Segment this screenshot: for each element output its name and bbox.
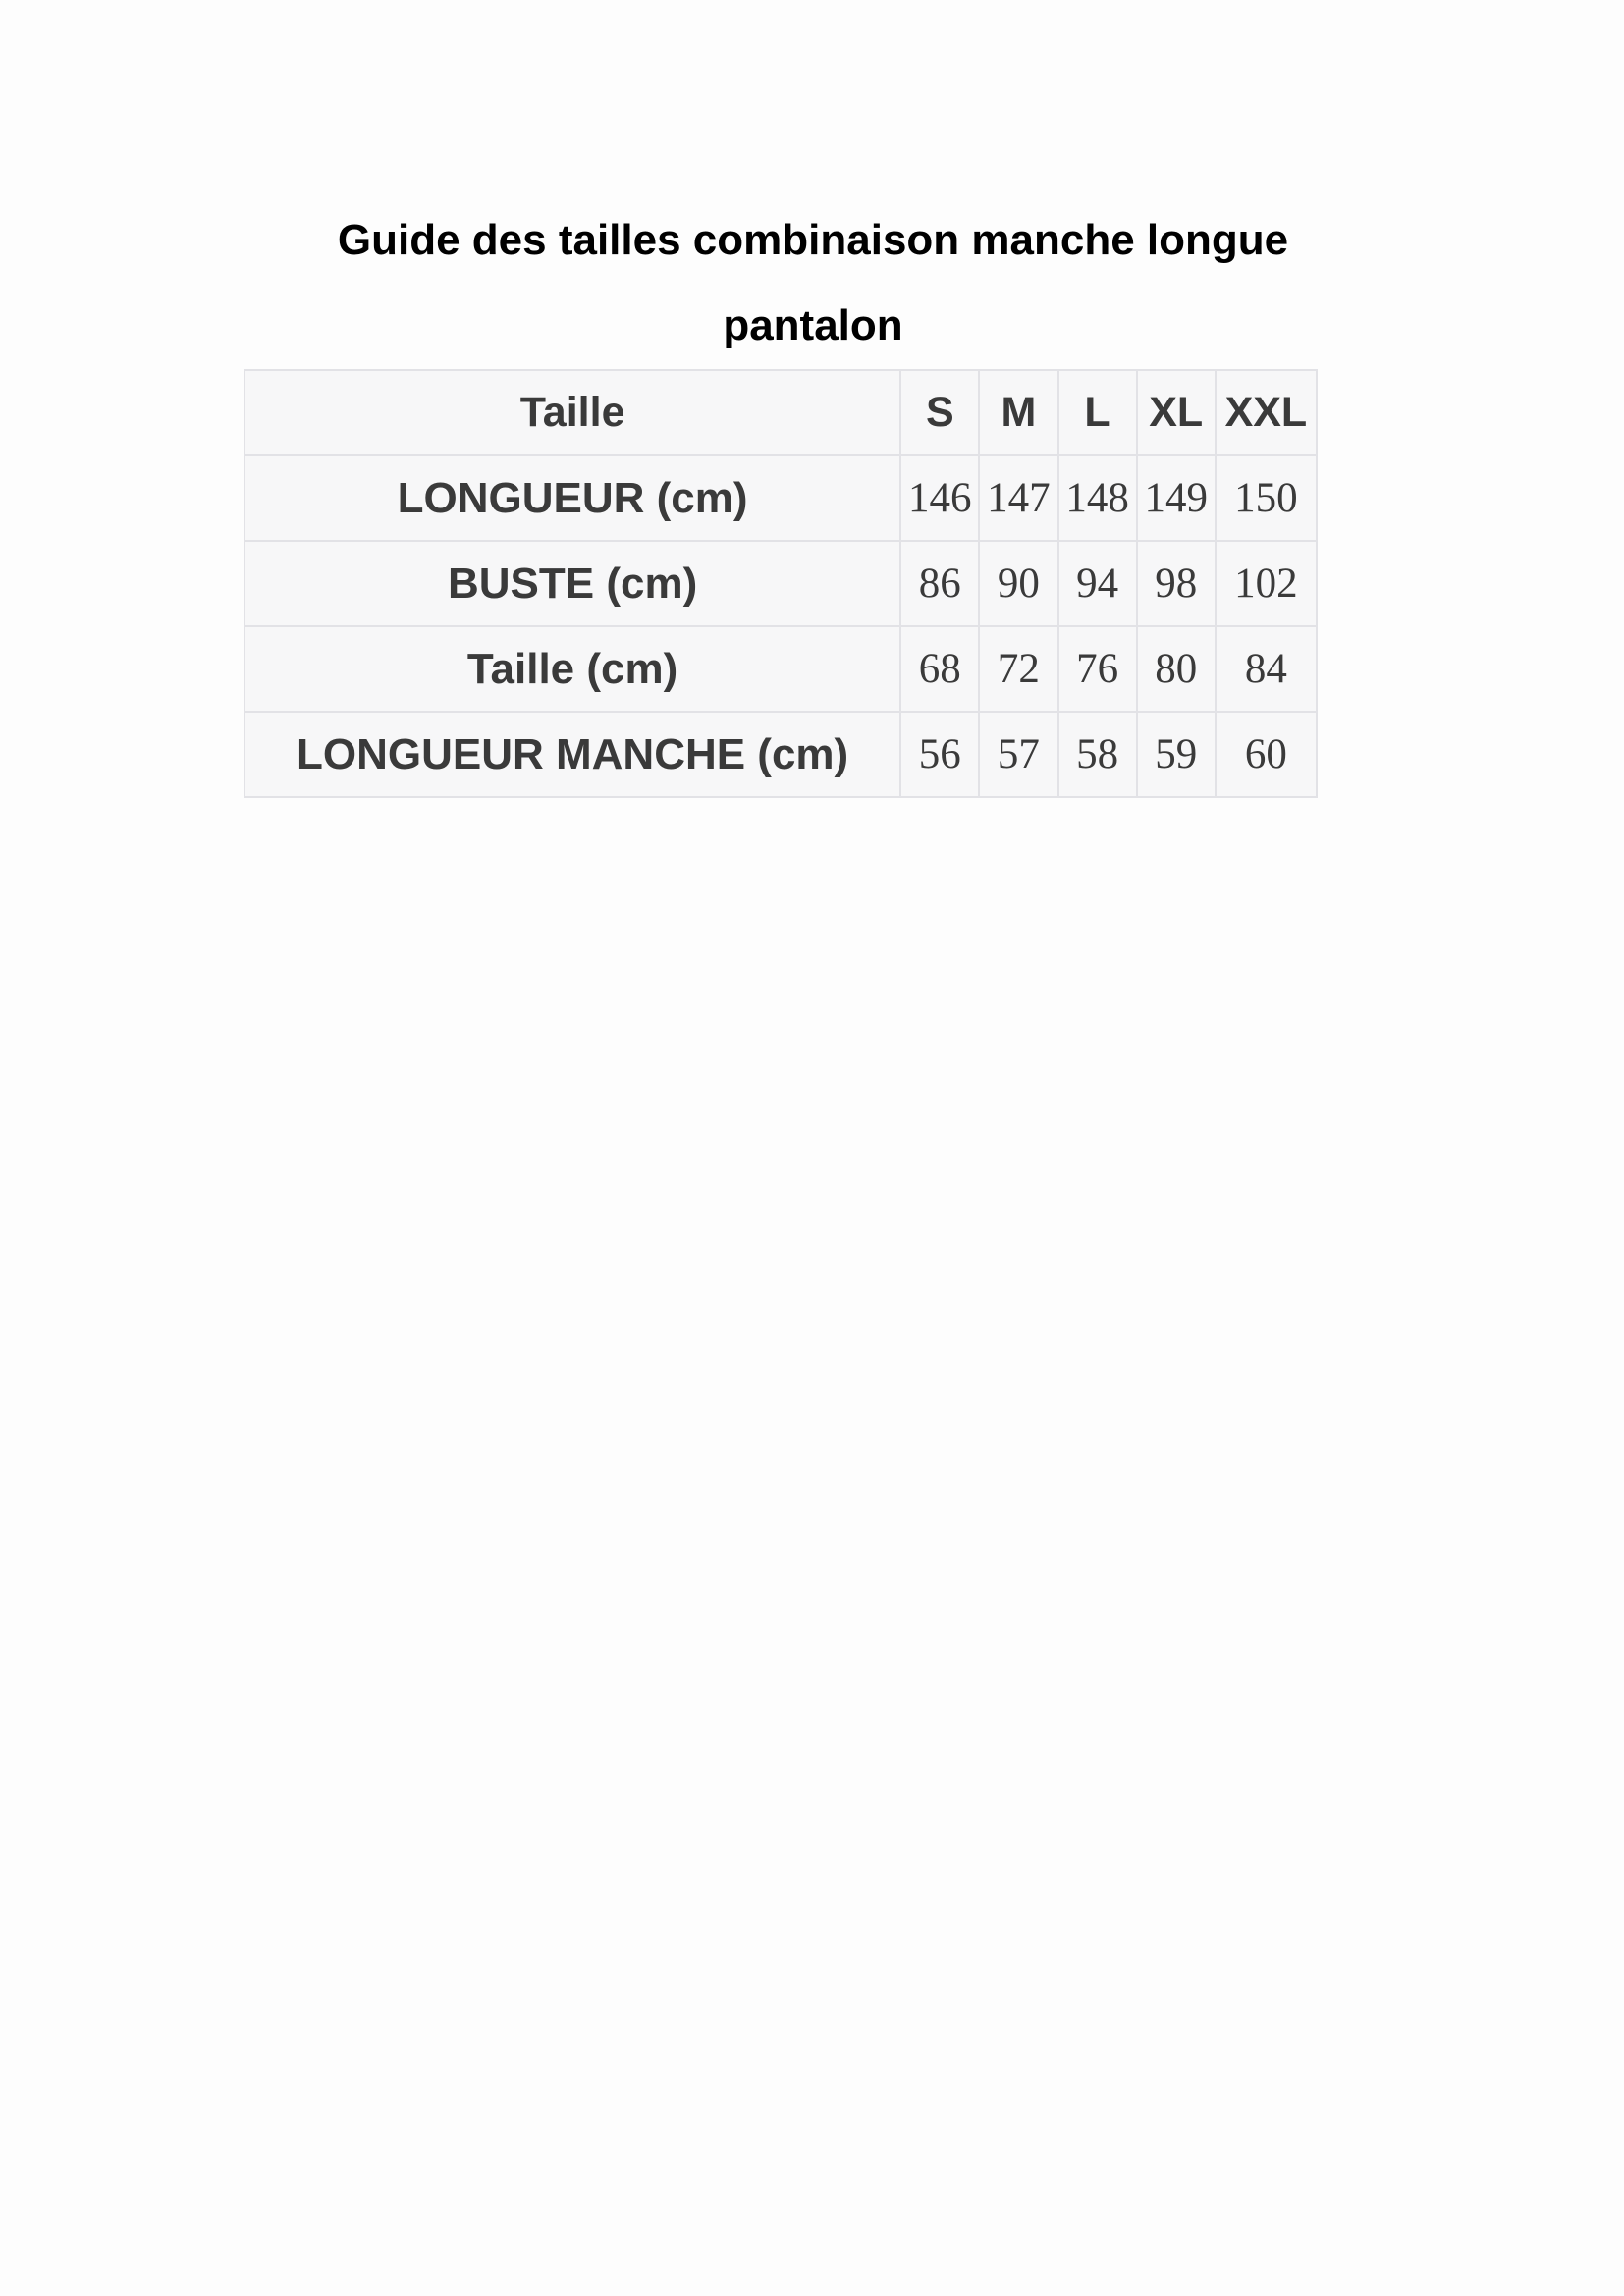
table-cell: 56 [900,712,979,797]
row-label-buste: BUSTE (cm) [244,541,900,626]
table-cell: 86 [900,541,979,626]
table-cell: 60 [1216,712,1317,797]
table-cell: 76 [1058,626,1137,712]
header-size-l: L [1058,370,1137,455]
table-cell: 57 [979,712,1057,797]
page-title-continued: pantalon [723,301,903,349]
row-label-longueur: LONGUEUR (cm) [244,455,900,541]
table-cell: 148 [1058,455,1137,541]
table-cell: 98 [1137,541,1216,626]
row-label-longueur-manche: LONGUEUR MANCHE (cm) [244,712,900,797]
table-cell: 90 [979,541,1057,626]
table-cell: 59 [1137,712,1216,797]
table-cell: 147 [979,455,1057,541]
table-cell: 146 [900,455,979,541]
table-cell: 68 [900,626,979,712]
table-cell: 102 [1216,541,1317,626]
size-guide-table [244,369,1318,798]
table-cell: 150 [1216,455,1317,541]
table-cell: 80 [1137,626,1216,712]
table-cell: 72 [979,626,1057,712]
table-cell: 94 [1058,541,1137,626]
table-row [244,626,1317,712]
table-row [244,455,1317,541]
header-size-m: M [979,370,1057,455]
header-size-s: S [900,370,979,455]
header-size-label: Taille [244,370,900,455]
table-row [244,541,1317,626]
table-cell: 58 [1058,712,1137,797]
table-row [244,712,1317,797]
header-size-xxl: XXL [1216,370,1317,455]
row-label-taille: Taille (cm) [244,626,900,712]
header-size-xl: XL [1137,370,1216,455]
table-cell: 84 [1216,626,1317,712]
table-cell: 149 [1137,455,1216,541]
page-title: Guide des tailles combinaison manche longue [337,216,1289,264]
table-header-row [244,370,1317,455]
